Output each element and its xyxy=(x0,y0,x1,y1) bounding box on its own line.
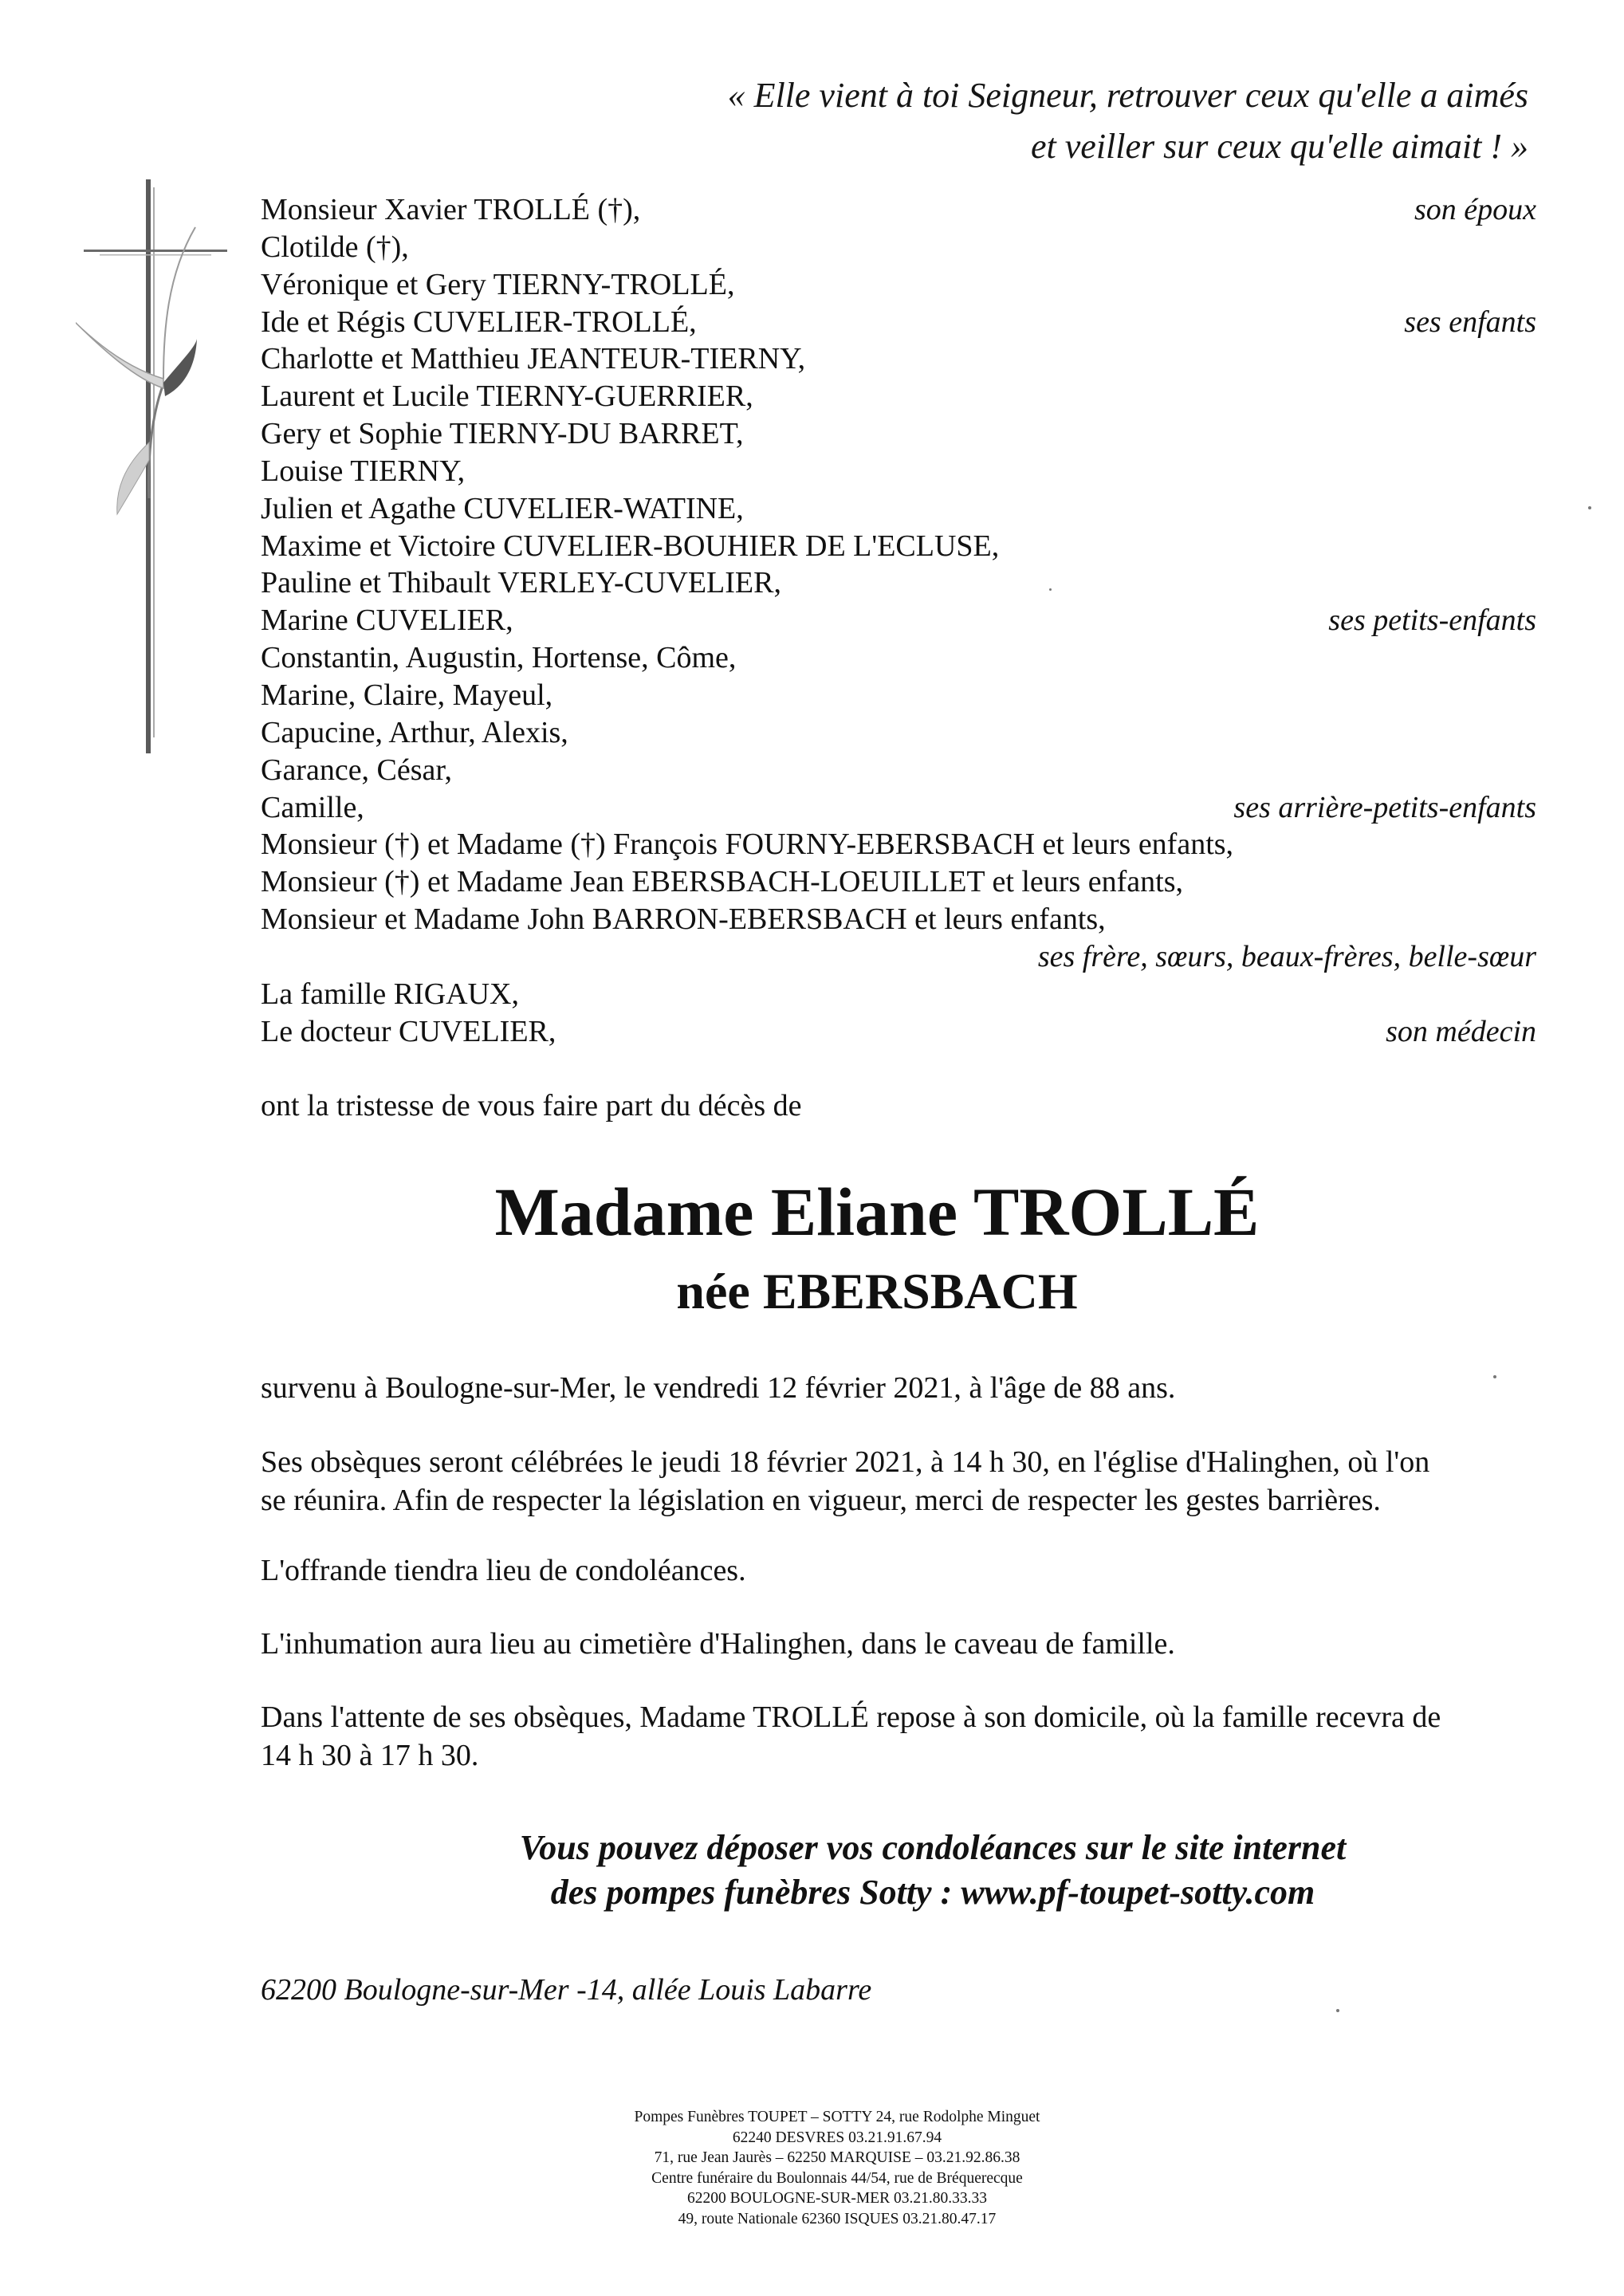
family-role: ses arrière-petits-enfants xyxy=(1233,790,1536,824)
family-list xyxy=(261,191,1536,1050)
announcement-intro: ont la tristesse de vous faire part du décès de xyxy=(261,1089,802,1122)
family-row xyxy=(261,266,1536,304)
family-name: Charlotte et Matthieu JEANTEUR-TIERNY, xyxy=(261,342,806,376)
offering-paragraph: L'offrande tiendra lieu de condoléances. xyxy=(261,1554,746,1587)
family-row xyxy=(261,528,1536,565)
family-row xyxy=(261,304,1536,341)
cross-lily-icon xyxy=(76,179,235,753)
family-name: Julien et Agathe CUVELIER-WATINE, xyxy=(261,491,744,525)
family-row xyxy=(261,229,1536,266)
family-row xyxy=(261,602,1536,639)
condolences-notice xyxy=(335,1826,1531,1915)
funeral-paragraph xyxy=(261,1443,1536,1520)
family-role: ses frère, sœurs, beaux-frères, belle-sœur xyxy=(1037,939,1536,973)
family-role: son époux xyxy=(1414,193,1536,226)
death-paragraph: survenu à Boulogne-sur-Mer, le vendredi 12 février 2021, à l'âge de 88 ans. xyxy=(261,1371,1176,1405)
scan-speck xyxy=(1588,506,1591,509)
footer-line: 71, rue Jean Jaurès – 62250 MARQUISE – 03.21.92.86.38 xyxy=(654,2149,1020,2166)
family-name: Garance, César, xyxy=(261,753,453,787)
address: 62200 Boulogne-sur-Mer -14, allée Louis Labarre xyxy=(261,1973,872,2007)
footer-line: 62200 BOULOGNE-SUR-MER 03.21.80.33.33 xyxy=(687,2190,987,2207)
family-role: son médecin xyxy=(1386,1014,1536,1048)
funeral-line-2: se réunira. Afin de respecter la législation en vigueur, merci de respecter les gestes barrières. xyxy=(261,1484,1381,1517)
scan-speck xyxy=(1049,588,1052,591)
family-name: Véronique et Gery TIERNY-TROLLÉ, xyxy=(261,267,735,301)
footer-line: 49, route Nationale 62360 ISQUES 03.21.80.47.17 xyxy=(678,2210,997,2227)
family-name: Constantin, Augustin, Hortense, Côme, xyxy=(261,641,737,675)
family-row xyxy=(261,938,1536,976)
family-name: Monsieur et Madame John BARRON-EBERSBACH et leurs enfants, xyxy=(261,902,1106,937)
family-row xyxy=(261,976,1536,1013)
family-name: Maxime et Victoire CUVELIER-BOUHIER DE L'ECLUSE, xyxy=(261,529,1000,563)
family-row xyxy=(261,191,1536,229)
family-row xyxy=(261,564,1536,602)
funeral-home-footer xyxy=(558,2107,1116,2229)
family-role: ses petits-enfants xyxy=(1328,603,1536,638)
deceased-birth-name: née EBERSBACH xyxy=(676,1263,1078,1319)
family-row xyxy=(261,378,1536,415)
family-row xyxy=(261,490,1536,528)
scan-speck xyxy=(1336,2009,1339,2012)
family-row xyxy=(261,415,1536,453)
condolences-line-2: des pompes funèbres Sotty : www.pf-toupet-sotty.com xyxy=(550,1873,1315,1912)
funeral-line-1: Ses obsèques seront célébrées le jeudi 18 février 2021, à 14 h 30, en l'église d'Halinghen, où l'on xyxy=(261,1445,1430,1479)
epigraph-line-1: « Elle vient à toi Seigneur, retrouver ceux qu'elle a aimés xyxy=(727,76,1528,115)
family-name: La famille RIGAUX, xyxy=(261,977,519,1011)
family-row xyxy=(261,340,1536,378)
family-role: ses enfants xyxy=(1404,305,1536,339)
family-row xyxy=(261,677,1536,714)
family-row xyxy=(261,714,1536,752)
family-name: Le docteur CUVELIER, xyxy=(261,1014,556,1048)
family-name: Louise TIERNY, xyxy=(261,454,466,488)
family-name: Capucine, Arthur, Alexis, xyxy=(261,715,568,749)
footer-line: 62240 DESVRES 03.21.91.67.94 xyxy=(732,2129,942,2146)
family-row xyxy=(261,752,1536,789)
epigraph-line-2: et veiller sur ceux qu'elle aimait ! » xyxy=(1031,127,1528,166)
visit-paragraph xyxy=(261,1698,1536,1775)
family-row xyxy=(261,863,1536,901)
family-name: Clotilde (†), xyxy=(261,230,409,264)
visit-line-1: Dans l'attente de ses obsèques, Madame TROLLÉ repose à son domicile, où la famille recevra de xyxy=(261,1700,1441,1734)
family-name: Monsieur (†) et Madame Jean EBERSBACH-LOEUILLET et leurs enfants, xyxy=(261,865,1183,899)
family-row xyxy=(261,789,1536,827)
deceased-name: Madame Eliane TROLLÉ xyxy=(494,1174,1260,1250)
family-name: Monsieur (†) et Madame (†) François FOURNY-EBERSBACH et leurs enfants, xyxy=(261,828,1234,862)
family-name: Marine CUVELIER, xyxy=(261,603,513,638)
family-name: Laurent et Lucile TIERNY-GUERRIER, xyxy=(261,379,753,414)
family-name: Gery et Sophie TIERNY-DU BARRET, xyxy=(261,417,744,451)
family-row xyxy=(261,1013,1536,1051)
family-row xyxy=(261,901,1536,938)
footer-line: Centre funéraire du Boulonnais 44/54, rue de Bréquerecque xyxy=(651,2169,1023,2187)
family-row xyxy=(261,453,1536,490)
epigraph xyxy=(492,70,1528,172)
scan-speck xyxy=(1493,1375,1496,1378)
family-name: Camille, xyxy=(261,790,364,824)
condolences-line-1: Vous pouvez déposer vos condoléances sur le site internet xyxy=(519,1828,1347,1867)
family-row xyxy=(261,639,1536,677)
footer-line: Pompes Funèbres TOUPET – SOTTY 24, rue Rodolphe Minguet xyxy=(634,2109,1040,2125)
family-row xyxy=(261,826,1536,863)
burial-paragraph: L'inhumation aura lieu au cimetière d'Halinghen, dans le caveau de famille. xyxy=(261,1627,1175,1661)
family-name: Ide et Régis CUVELIER-TROLLÉ, xyxy=(261,305,697,339)
family-name: Monsieur Xavier TROLLÉ (†), xyxy=(261,193,641,226)
family-name: Marine, Claire, Mayeul, xyxy=(261,678,553,712)
family-name: Pauline et Thibault VERLEY-CUVELIER, xyxy=(261,566,781,600)
visit-line-2: 14 h 30 à 17 h 30. xyxy=(261,1739,479,1772)
